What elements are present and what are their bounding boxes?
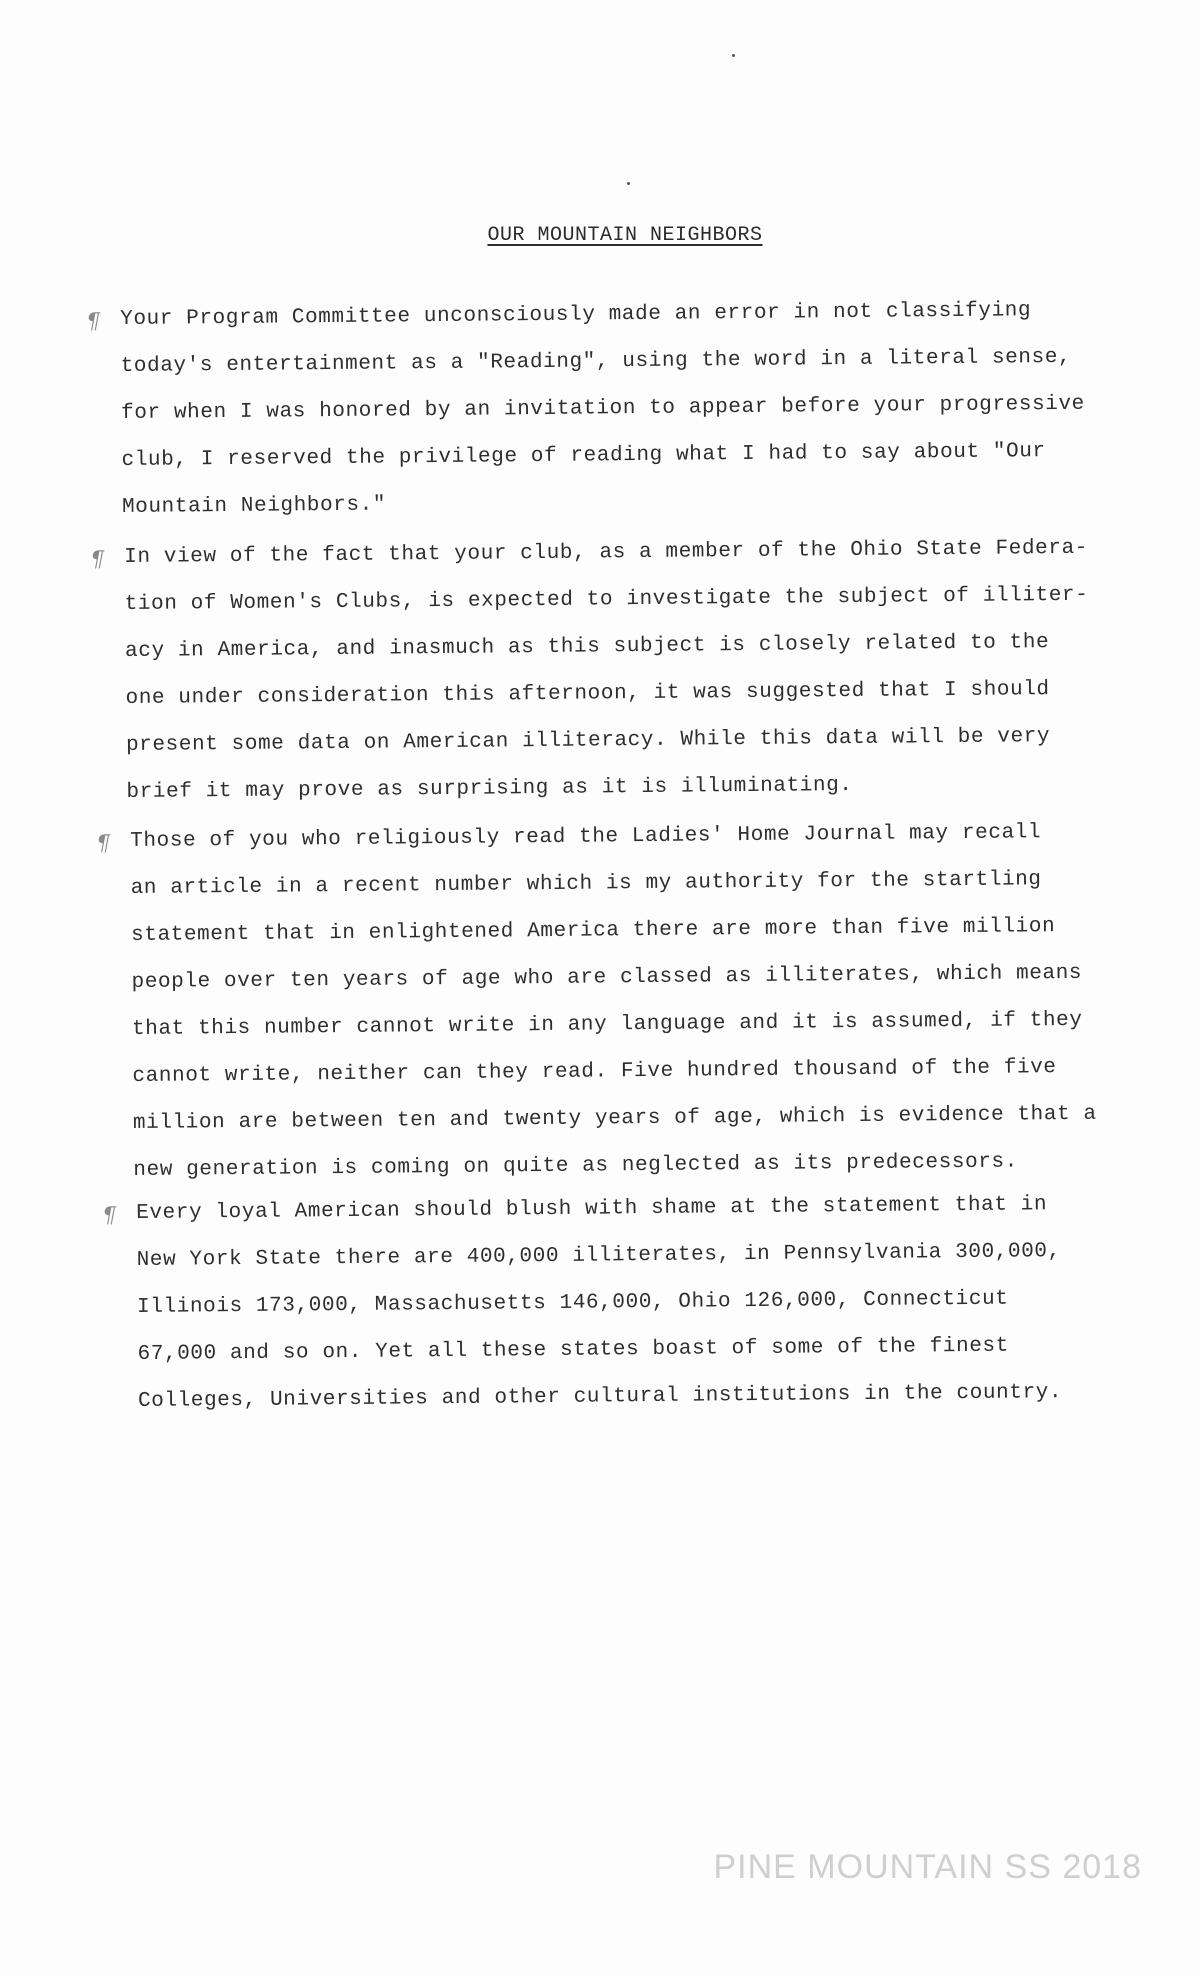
- text-line: that this number cannot write in any language and it is assumed, if they: [131, 1008, 1083, 1041]
- text-line: people over ten years of age who are classed as illiterates, which means: [131, 961, 1083, 994]
- text-line: 67,000 and so on. Yet all these states boast of some of the finest: [137, 1334, 1009, 1366]
- text-line: In view of the fact that your club, as a member of the Ohio State Federa-: [124, 536, 1089, 569]
- text-line: for when I was honored by an invitation to appear before your progressive: [121, 392, 1085, 425]
- text-line: today's entertainment as a "Reading", using the word in a literal sense,: [120, 345, 1072, 378]
- text-line: Those of you who religiously read the Ladies' Home Journal may recall: [130, 821, 1042, 853]
- text-line: million are between ten and twenty years of age, which is evidence that a: [132, 1102, 1097, 1135]
- text-line: Colleges, Universities and other cultural institutions in the country.: [137, 1381, 1063, 1413]
- text-line: brief it may prove as surprising as it is illuminating.: [126, 774, 853, 804]
- paragraph-1: [86, 286, 1162, 531]
- paper-speck: [627, 182, 630, 185]
- text-line: New York State there are 400,000 illiterates, in Pennsylvania 300,000,: [136, 1240, 1061, 1272]
- text-line: present some data on American illiteracy. While this data will be very: [125, 725, 1051, 757]
- text-line: cannot write, neither can they read. Five hundred thousand of the five: [132, 1056, 1057, 1088]
- paragraph-mark: ¶: [86, 309, 98, 335]
- text-line: acy in America, and inasmuch as this subject is closely related to the: [125, 631, 1050, 663]
- document-title: OUR MOUNTAIN NEIGHBORS: [487, 224, 763, 247]
- text-line: Illinois 173,000, Massachusetts 146,000, Ohio 126,000, Connecticut: [137, 1287, 1009, 1319]
- paragraph-mark: ¶: [102, 1203, 114, 1229]
- text-line: tion of Women's Clubs, is expected to investigate the subject of illiter-: [124, 583, 1089, 616]
- text-line: Mountain Neighbors.": [121, 493, 387, 519]
- paragraph-3: [96, 808, 1174, 1194]
- text-line: Every loyal American should blush with shame at the statement that in: [136, 1193, 1048, 1225]
- text-line: new generation is coming on quite as neglected as its predecessors.: [133, 1150, 1019, 1182]
- paragraph-2: [90, 524, 1167, 816]
- paper-speck: [732, 54, 735, 57]
- paragraph-4: [102, 1180, 1178, 1425]
- text-line: statement that in enlightened America there are more than five million: [131, 915, 1056, 947]
- text-line: an article in a recent number which is my authority for the startling: [130, 868, 1042, 900]
- archive-watermark: PINE MOUNTAIN SS 2018: [713, 1848, 1142, 1886]
- paragraph-mark: ¶: [90, 547, 102, 573]
- text-line: one under consideration this afternoon, it was suggested that I should: [125, 678, 1050, 710]
- paragraph-mark: ¶: [96, 831, 108, 857]
- text-line: club, I reserved the privilege of reading what I had to say about "Our: [121, 440, 1046, 472]
- text-line: Your Program Committee unconsciously made an error in not classifying: [120, 299, 1032, 331]
